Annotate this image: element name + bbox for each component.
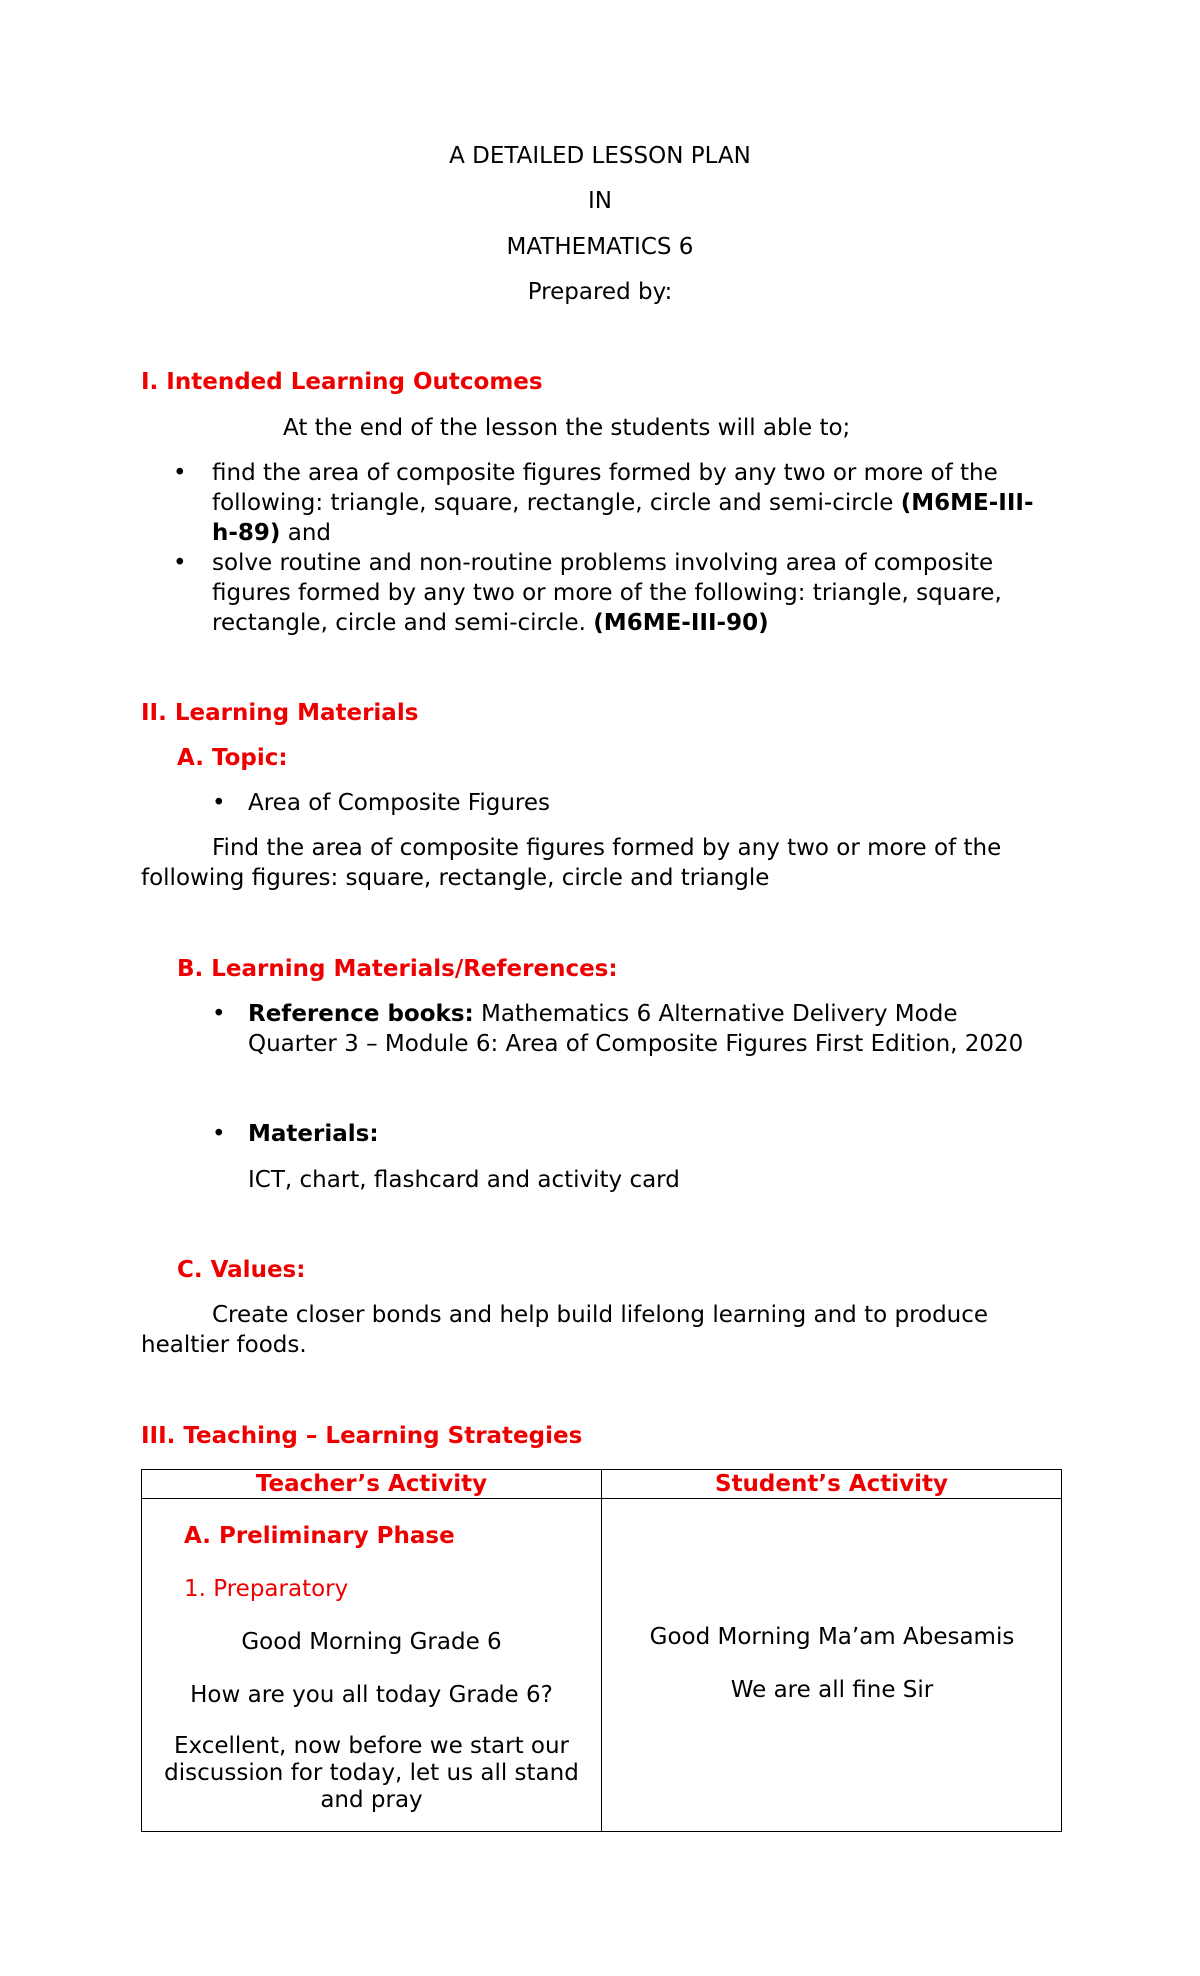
- reference-line-2: Quarter 3 – Module 6: Area of Composite Figures First Edition, 2020: [248, 1031, 1024, 1057]
- teacher-activity-cell: [142, 1499, 602, 1832]
- outcome-1-line-3-text: and: [280, 520, 332, 546]
- reference-label: Reference books:: [248, 1001, 474, 1027]
- section-2-heading: II. Learning Materials: [141, 700, 419, 726]
- teacher-prayer-line-3: and pray: [320, 1787, 423, 1813]
- topic-para-line-1: Find the area of composite figures formed by any two or more of the: [212, 835, 1002, 861]
- teacher-prayer-line-2: discussion for today, let us all stand: [164, 1760, 579, 1786]
- outcome-2-line-3: [212, 608, 769, 638]
- bullet-1: •: [173, 460, 187, 486]
- outcome-1-line-1: find the area of composite figures formed by any two or more of the: [212, 460, 998, 486]
- title-line-2: IN: [588, 188, 612, 214]
- reference-line-1: [248, 999, 957, 1029]
- materials-label: Materials:: [248, 1121, 379, 1147]
- outcome-1-line-3: [212, 518, 331, 548]
- outcome-2-line-1: solve routine and non-routine problems involving area of composite: [212, 550, 994, 576]
- outcome-2-line-3-text: rectangle, circle and semi-circle.: [212, 610, 594, 636]
- strategies-table: [141, 1469, 1062, 1832]
- reference-text: Mathematics 6 Alternative Delivery Mode: [473, 1001, 958, 1027]
- student-activity-header: Student’s Activity: [602, 1470, 1062, 1499]
- student-reply: We are all fine Sir: [730, 1677, 934, 1703]
- section-1-intro: At the end of the lesson the students will able to;: [283, 415, 851, 441]
- preparatory-step: 1. Preparatory: [184, 1576, 349, 1602]
- outcome-1-line-2: [212, 488, 1034, 518]
- title-line-1: A DETAILED LESSON PLAN: [449, 143, 751, 169]
- outcome-1-code-b: h-89): [212, 520, 281, 546]
- table-row: [142, 1499, 1062, 1832]
- materials-bullet: •: [212, 1121, 226, 1147]
- topic-name: Area of Composite Figures: [248, 790, 550, 816]
- prepared-by: Prepared by:: [527, 279, 673, 305]
- materials-text: ICT, chart, flashcard and activity card: [248, 1167, 680, 1193]
- teacher-greeting: Good Morning Grade 6: [241, 1629, 502, 1655]
- teacher-activity-header: Teacher’s Activity: [142, 1470, 602, 1499]
- materials-heading: B. Learning Materials/References:: [177, 956, 618, 982]
- topic-bullet: •: [212, 790, 226, 816]
- outcome-2-code: (M6ME-III-90): [593, 610, 769, 636]
- title-line-3: MATHEMATICS 6: [506, 234, 694, 260]
- preliminary-phase: A. Preliminary Phase: [184, 1523, 455, 1549]
- values-line-2: healtier foods.: [141, 1332, 307, 1358]
- topic-heading: A. Topic:: [177, 745, 288, 771]
- student-greeting: Good Morning Ma’am Abesamis: [649, 1624, 1015, 1650]
- values-line-1: Create closer bonds and help build lifelong learning and to produce: [212, 1302, 989, 1328]
- teacher-question: How are you all today Grade 6?: [190, 1682, 553, 1708]
- values-heading: C. Values:: [177, 1257, 306, 1283]
- section-3-heading: III. Teaching – Learning Strategies: [141, 1423, 583, 1449]
- section-1-heading: I. Intended Learning Outcomes: [141, 369, 543, 395]
- outcome-1-line-2-text: following: triangle, square, rectangle, circle and semi-circle: [212, 490, 901, 516]
- topic-para-line-2: following figures: square, rectangle, circle and triangle: [141, 865, 770, 891]
- teacher-prayer: [142, 1733, 601, 1814]
- outcome-2-line-2: figures formed by any two or more of the following: triangle, square,: [212, 580, 1002, 606]
- reference-bullet: •: [212, 1001, 226, 1027]
- outcome-1-code-a: (M6ME-III-: [900, 490, 1034, 516]
- bullet-2: •: [173, 550, 187, 576]
- table-header-row: [142, 1470, 1062, 1499]
- student-activity-cell: [602, 1499, 1062, 1832]
- teacher-prayer-line-1: Excellent, now before we start our: [173, 1733, 570, 1759]
